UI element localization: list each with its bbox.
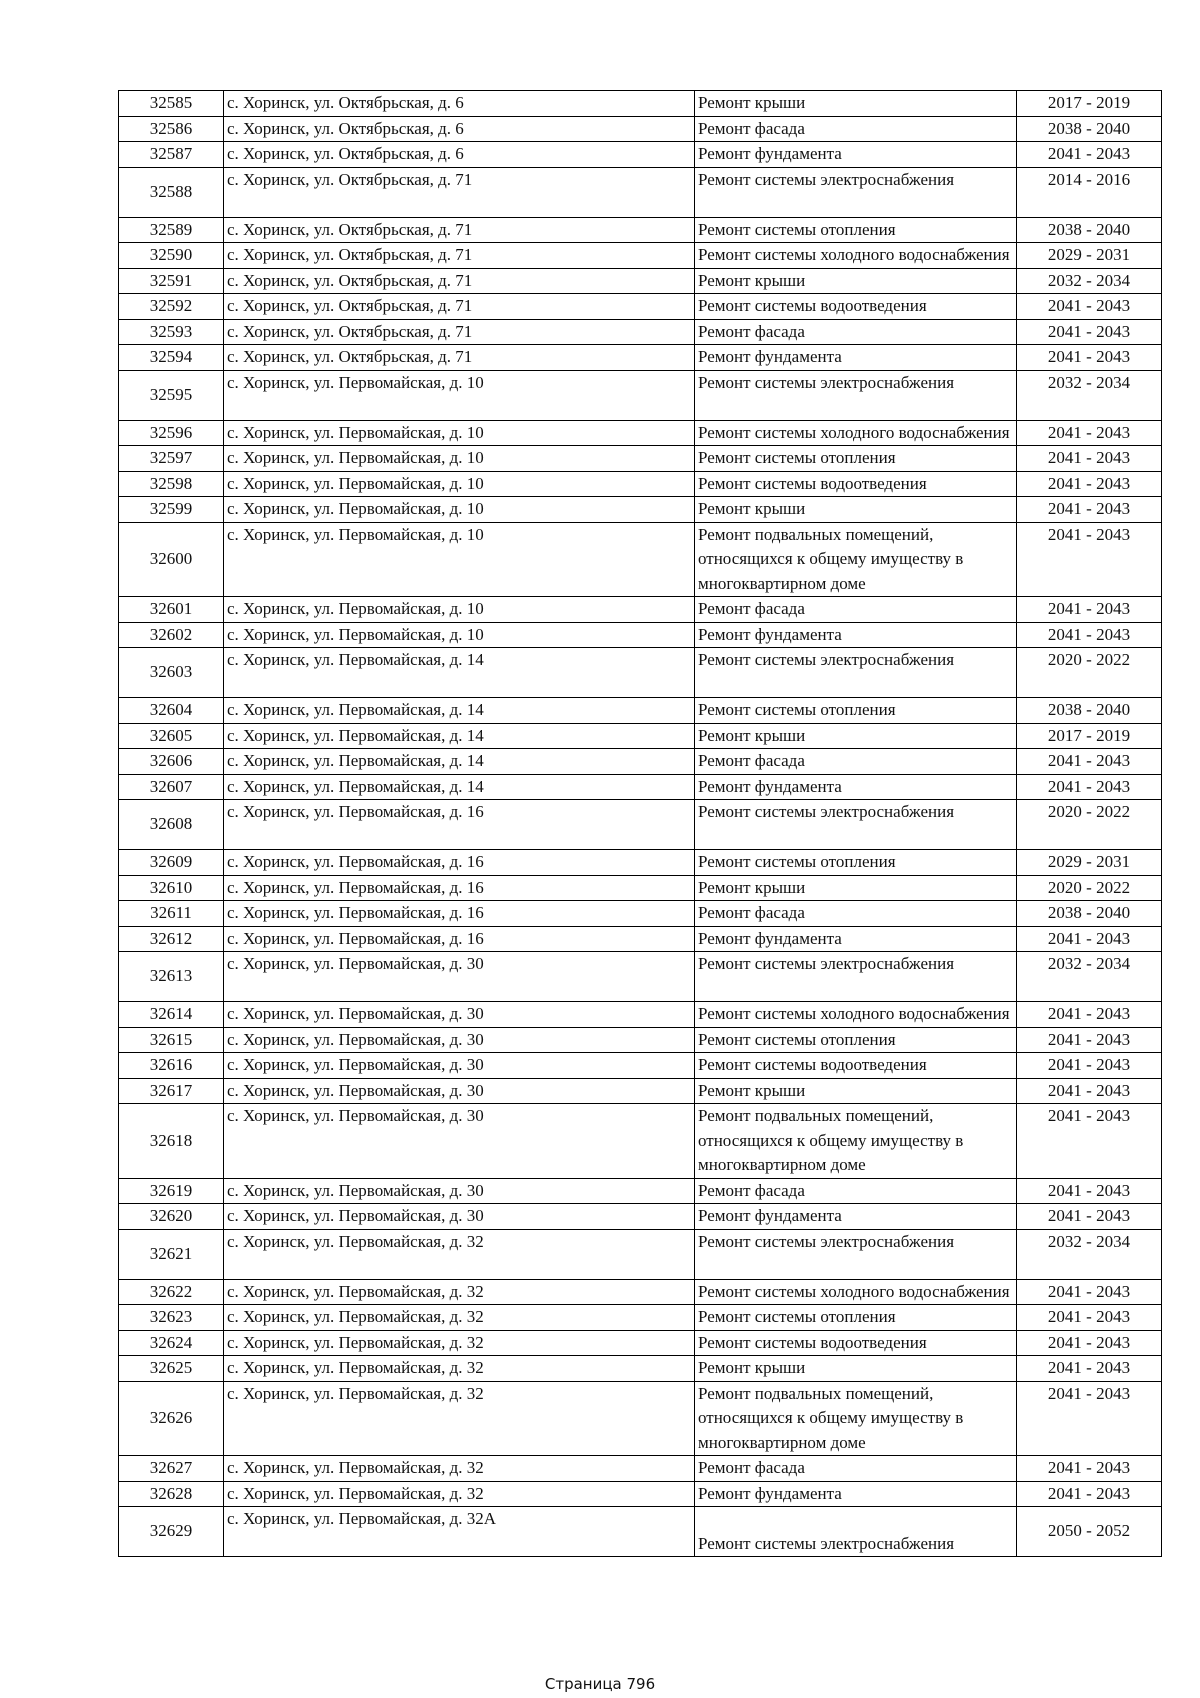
record-number: 32629 [119, 1507, 224, 1557]
work-type-cell: Ремонт фасада [695, 749, 1017, 775]
work-type-cell: Ремонт системы отопления [695, 850, 1017, 876]
work-type-cell: Ремонт фундамента [695, 1481, 1017, 1507]
table-row [119, 926, 1162, 952]
table-row [119, 319, 1162, 345]
table-row [119, 723, 1162, 749]
table-row [119, 1178, 1162, 1204]
table-row [119, 1279, 1162, 1305]
table-row [119, 774, 1162, 800]
record-number: 32592 [119, 294, 224, 320]
period-cell: 2017 - 2019 [1017, 723, 1162, 749]
record-number: 32596 [119, 420, 224, 446]
table-row [119, 116, 1162, 142]
period-cell: 2041 - 2043 [1017, 471, 1162, 497]
period-cell: 2041 - 2043 [1017, 142, 1162, 168]
record-number: 32594 [119, 345, 224, 371]
period-cell: 2038 - 2040 [1017, 217, 1162, 243]
address-cell: с. Хоринск, ул. Первомайская, д. 16 [224, 875, 695, 901]
table-row [119, 91, 1162, 117]
address-cell: с. Хоринск, ул. Октябрьская, д. 6 [224, 91, 695, 117]
address-cell: с. Хоринск, ул. Первомайская, д. 10 [224, 622, 695, 648]
address-cell: с. Хоринск, ул. Октябрьская, д. 71 [224, 319, 695, 345]
period-cell: 2041 - 2043 [1017, 1178, 1162, 1204]
record-number: 32597 [119, 446, 224, 472]
work-type-cell: Ремонт системы электроснабжения [695, 952, 1017, 1002]
record-number: 32625 [119, 1356, 224, 1382]
period-cell: 2032 - 2034 [1017, 268, 1162, 294]
record-number: 32626 [119, 1381, 224, 1456]
address-cell: с. Хоринск, ул. Первомайская, д. 10 [224, 420, 695, 446]
table-row [119, 1381, 1162, 1456]
table-row [119, 749, 1162, 775]
table-row [119, 217, 1162, 243]
address-cell: с. Хоринск, ул. Первомайская, д. 30 [224, 1053, 695, 1079]
period-cell: 2041 - 2043 [1017, 926, 1162, 952]
work-type-cell: Ремонт системы электроснабжения [695, 800, 1017, 850]
work-type-cell: Ремонт системы холодного водоснабжения [695, 243, 1017, 269]
period-cell: 2041 - 2043 [1017, 497, 1162, 523]
record-number: 32601 [119, 597, 224, 623]
address-cell: с. Хоринск, ул. Первомайская, д. 30 [224, 1002, 695, 1028]
period-cell: 2041 - 2043 [1017, 420, 1162, 446]
period-cell: 2041 - 2043 [1017, 1305, 1162, 1331]
period-cell: 2041 - 2043 [1017, 1356, 1162, 1382]
record-number: 32611 [119, 901, 224, 927]
period-cell: 2041 - 2043 [1017, 1456, 1162, 1482]
work-type-cell: Ремонт крыши [695, 91, 1017, 117]
table-row [119, 648, 1162, 698]
address-cell: с. Хоринск, ул. Первомайская, д. 16 [224, 800, 695, 850]
table-row [119, 345, 1162, 371]
work-type-cell: Ремонт системы отопления [695, 1027, 1017, 1053]
period-cell: 2041 - 2043 [1017, 522, 1162, 597]
record-number: 32607 [119, 774, 224, 800]
address-cell: с. Хоринск, ул. Первомайская, д. 14 [224, 698, 695, 724]
address-cell: с. Хоринск, ул. Октябрьская, д. 6 [224, 116, 695, 142]
record-number: 32613 [119, 952, 224, 1002]
table-row [119, 1002, 1162, 1028]
work-type-cell: Ремонт системы электроснабжения [695, 648, 1017, 698]
table-row [119, 420, 1162, 446]
record-number: 32590 [119, 243, 224, 269]
record-number: 32598 [119, 471, 224, 497]
work-type-cell: Ремонт крыши [695, 875, 1017, 901]
table-row [119, 294, 1162, 320]
record-number: 32616 [119, 1053, 224, 1079]
record-number: 32623 [119, 1305, 224, 1331]
work-type-cell: Ремонт фасада [695, 319, 1017, 345]
work-type-cell: Ремонт системы электроснабжения [695, 370, 1017, 420]
period-cell: 2032 - 2034 [1017, 952, 1162, 1002]
record-number: 32628 [119, 1481, 224, 1507]
work-type-cell: Ремонт крыши [695, 1078, 1017, 1104]
work-type-cell: Ремонт фундамента [695, 774, 1017, 800]
period-cell: 2020 - 2022 [1017, 875, 1162, 901]
work-type-cell: Ремонт фасада [695, 1456, 1017, 1482]
table-row [119, 1078, 1162, 1104]
record-number: 32599 [119, 497, 224, 523]
work-type-cell: Ремонт системы водоотведения [695, 1330, 1017, 1356]
work-type-cell: Ремонт системы холодного водоснабжения [695, 420, 1017, 446]
address-cell: с. Хоринск, ул. Первомайская, д. 32 [224, 1279, 695, 1305]
work-type-cell: Ремонт фундамента [695, 142, 1017, 168]
record-number: 32619 [119, 1178, 224, 1204]
work-type-cell: Ремонт системы электроснабжения [695, 1229, 1017, 1279]
address-cell: с. Хоринск, ул. Первомайская, д. 14 [224, 749, 695, 775]
period-cell: 2032 - 2034 [1017, 1229, 1162, 1279]
address-cell: с. Хоринск, ул. Первомайская, д. 32 [224, 1305, 695, 1331]
record-number: 32620 [119, 1204, 224, 1230]
record-number: 32593 [119, 319, 224, 345]
table-row [119, 850, 1162, 876]
table-row [119, 243, 1162, 269]
period-cell: 2041 - 2043 [1017, 1002, 1162, 1028]
address-cell: с. Хоринск, ул. Первомайская, д. 14 [224, 774, 695, 800]
table-row [119, 952, 1162, 1002]
work-type-cell: Ремонт подвальных помещений, относящихся к общему имуществу в многоквартирном доме [695, 522, 1017, 597]
table-row [119, 1053, 1162, 1079]
period-cell: 2041 - 2043 [1017, 1381, 1162, 1456]
address-cell: с. Хоринск, ул. Первомайская, д. 32 [224, 1229, 695, 1279]
period-cell: 2038 - 2040 [1017, 698, 1162, 724]
table-row [119, 622, 1162, 648]
period-cell: 2038 - 2040 [1017, 116, 1162, 142]
address-cell: с. Хоринск, ул. Первомайская, д. 10 [224, 597, 695, 623]
table-row [119, 597, 1162, 623]
address-cell: с. Хоринск, ул. Первомайская, д. 16 [224, 850, 695, 876]
period-cell: 2041 - 2043 [1017, 1104, 1162, 1179]
record-number: 32610 [119, 875, 224, 901]
table-row [119, 1104, 1162, 1179]
page-number: Страница 796 [544, 1675, 656, 1693]
period-cell: 2041 - 2043 [1017, 294, 1162, 320]
work-type-cell: Ремонт системы электроснабжения [695, 167, 1017, 217]
record-number: 32588 [119, 167, 224, 217]
period-cell: 2041 - 2043 [1017, 749, 1162, 775]
record-number: 32595 [119, 370, 224, 420]
record-number: 32622 [119, 1279, 224, 1305]
period-cell: 2041 - 2043 [1017, 345, 1162, 371]
work-type-cell: Ремонт системы водоотведения [695, 294, 1017, 320]
address-cell: с. Хоринск, ул. Первомайская, д. 30 [224, 1104, 695, 1179]
record-number: 32605 [119, 723, 224, 749]
address-cell: с. Хоринск, ул. Первомайская, д. 30 [224, 1204, 695, 1230]
period-cell: 2041 - 2043 [1017, 622, 1162, 648]
record-number: 32608 [119, 800, 224, 850]
period-cell: 2041 - 2043 [1017, 1078, 1162, 1104]
period-cell: 2041 - 2043 [1017, 1481, 1162, 1507]
table-row [119, 901, 1162, 927]
table-row [119, 1507, 1162, 1557]
address-cell: с. Хоринск, ул. Октябрьская, д. 6 [224, 142, 695, 168]
record-number: 32617 [119, 1078, 224, 1104]
record-number: 32618 [119, 1104, 224, 1179]
period-cell: 2020 - 2022 [1017, 648, 1162, 698]
address-cell: с. Хоринск, ул. Первомайская, д. 10 [224, 471, 695, 497]
work-type-cell: Ремонт системы холодного водоснабжения [695, 1279, 1017, 1305]
table-row [119, 1305, 1162, 1331]
record-number: 32604 [119, 698, 224, 724]
table-row [119, 268, 1162, 294]
period-cell: 2041 - 2043 [1017, 1330, 1162, 1356]
address-cell: с. Хоринск, ул. Первомайская, д. 10 [224, 522, 695, 597]
address-cell: с. Хоринск, ул. Первомайская, д. 14 [224, 648, 695, 698]
work-type-cell: Ремонт системы электроснабжения [695, 1507, 1017, 1557]
address-cell: с. Хоринск, ул. Первомайская, д. 16 [224, 926, 695, 952]
address-cell: с. Хоринск, ул. Первомайская, д. 32А [224, 1507, 695, 1557]
work-type-cell: Ремонт крыши [695, 1356, 1017, 1382]
period-cell: 2038 - 2040 [1017, 901, 1162, 927]
address-cell: с. Хоринск, ул. Октябрьская, д. 71 [224, 345, 695, 371]
table-row [119, 698, 1162, 724]
period-cell: 2017 - 2019 [1017, 91, 1162, 117]
table-row [119, 800, 1162, 850]
address-cell: с. Хоринск, ул. Первомайская, д. 14 [224, 723, 695, 749]
period-cell: 2029 - 2031 [1017, 850, 1162, 876]
address-cell: с. Хоринск, ул. Первомайская, д. 10 [224, 446, 695, 472]
address-cell: с. Хоринск, ул. Первомайская, д. 32 [224, 1330, 695, 1356]
record-number: 32585 [119, 91, 224, 117]
work-type-cell: Ремонт фасада [695, 1178, 1017, 1204]
period-cell: 2041 - 2043 [1017, 597, 1162, 623]
record-number: 32600 [119, 522, 224, 597]
address-cell: с. Хоринск, ул. Первомайская, д. 30 [224, 952, 695, 1002]
record-number: 32624 [119, 1330, 224, 1356]
work-type-cell: Ремонт фасада [695, 901, 1017, 927]
address-cell: с. Хоринск, ул. Первомайская, д. 30 [224, 1178, 695, 1204]
address-cell: с. Хоринск, ул. Первомайская, д. 30 [224, 1078, 695, 1104]
record-number: 32615 [119, 1027, 224, 1053]
period-cell: 2014 - 2016 [1017, 167, 1162, 217]
table-row [119, 370, 1162, 420]
work-type-cell: Ремонт подвальных помещений, относящихся к общему имуществу в многоквартирном доме [695, 1381, 1017, 1456]
record-number: 32602 [119, 622, 224, 648]
table-row [119, 167, 1162, 217]
table-row [119, 1330, 1162, 1356]
work-type-cell: Ремонт системы холодного водоснабжения [695, 1002, 1017, 1028]
work-type-cell: Ремонт фундамента [695, 1204, 1017, 1230]
record-number: 32603 [119, 648, 224, 698]
table-row [119, 1229, 1162, 1279]
period-cell: 2041 - 2043 [1017, 319, 1162, 345]
table-body [119, 91, 1162, 1557]
table-row [119, 1204, 1162, 1230]
table-row [119, 875, 1162, 901]
address-cell: с. Хоринск, ул. Первомайская, д. 32 [224, 1381, 695, 1456]
address-cell: с. Хоринск, ул. Октябрьская, д. 71 [224, 294, 695, 320]
work-type-cell: Ремонт системы водоотведения [695, 471, 1017, 497]
work-type-cell: Ремонт крыши [695, 723, 1017, 749]
work-type-cell: Ремонт фундамента [695, 622, 1017, 648]
record-number: 32606 [119, 749, 224, 775]
work-type-cell: Ремонт крыши [695, 497, 1017, 523]
work-type-cell: Ремонт фасада [695, 116, 1017, 142]
period-cell: 2041 - 2043 [1017, 774, 1162, 800]
work-type-cell: Ремонт фасада [695, 597, 1017, 623]
work-type-cell: Ремонт подвальных помещений, относящихся к общему имуществу в многоквартирном доме [695, 1104, 1017, 1179]
table-row [119, 471, 1162, 497]
period-cell: 2029 - 2031 [1017, 243, 1162, 269]
address-cell: с. Хоринск, ул. Первомайская, д. 32 [224, 1481, 695, 1507]
address-cell: с. Хоринск, ул. Первомайская, д. 30 [224, 1027, 695, 1053]
record-number: 32621 [119, 1229, 224, 1279]
table-row [119, 1027, 1162, 1053]
period-cell: 2050 - 2052 [1017, 1507, 1162, 1557]
period-cell: 2041 - 2043 [1017, 1204, 1162, 1230]
record-number: 32614 [119, 1002, 224, 1028]
address-cell: с. Хоринск, ул. Первомайская, д. 10 [224, 370, 695, 420]
work-type-cell: Ремонт системы отопления [695, 446, 1017, 472]
address-cell: с. Хоринск, ул. Октябрьская, д. 71 [224, 268, 695, 294]
address-cell: с. Хоринск, ул. Октябрьская, д. 71 [224, 167, 695, 217]
table-row [119, 1356, 1162, 1382]
work-type-cell: Ремонт системы отопления [695, 217, 1017, 243]
table-row [119, 1481, 1162, 1507]
address-cell: с. Хоринск, ул. Октябрьская, д. 71 [224, 243, 695, 269]
table-row [119, 522, 1162, 597]
table-row [119, 142, 1162, 168]
period-cell: 2032 - 2034 [1017, 370, 1162, 420]
work-type-cell: Ремонт системы отопления [695, 1305, 1017, 1331]
period-cell: 2041 - 2043 [1017, 1053, 1162, 1079]
address-cell: с. Хоринск, ул. Октябрьская, д. 71 [224, 217, 695, 243]
record-number: 32627 [119, 1456, 224, 1482]
work-type-cell: Ремонт фундамента [695, 926, 1017, 952]
record-number: 32612 [119, 926, 224, 952]
record-number: 32591 [119, 268, 224, 294]
period-cell: 2020 - 2022 [1017, 800, 1162, 850]
period-cell: 2041 - 2043 [1017, 446, 1162, 472]
table-row [119, 497, 1162, 523]
work-type-cell: Ремонт крыши [695, 268, 1017, 294]
repair-schedule-table [118, 90, 1162, 1557]
work-type-cell: Ремонт системы водоотведения [695, 1053, 1017, 1079]
address-cell: с. Хоринск, ул. Первомайская, д. 10 [224, 497, 695, 523]
record-number: 32587 [119, 142, 224, 168]
work-type-cell: Ремонт системы отопления [695, 698, 1017, 724]
work-type-cell: Ремонт фундамента [695, 345, 1017, 371]
record-number: 32609 [119, 850, 224, 876]
table-row [119, 446, 1162, 472]
table-row [119, 1456, 1162, 1482]
record-number: 32586 [119, 116, 224, 142]
period-cell: 2041 - 2043 [1017, 1279, 1162, 1305]
address-cell: с. Хоринск, ул. Первомайская, д. 16 [224, 901, 695, 927]
period-cell: 2041 - 2043 [1017, 1027, 1162, 1053]
address-cell: с. Хоринск, ул. Первомайская, д. 32 [224, 1456, 695, 1482]
address-cell: с. Хоринск, ул. Первомайская, д. 32 [224, 1356, 695, 1382]
record-number: 32589 [119, 217, 224, 243]
